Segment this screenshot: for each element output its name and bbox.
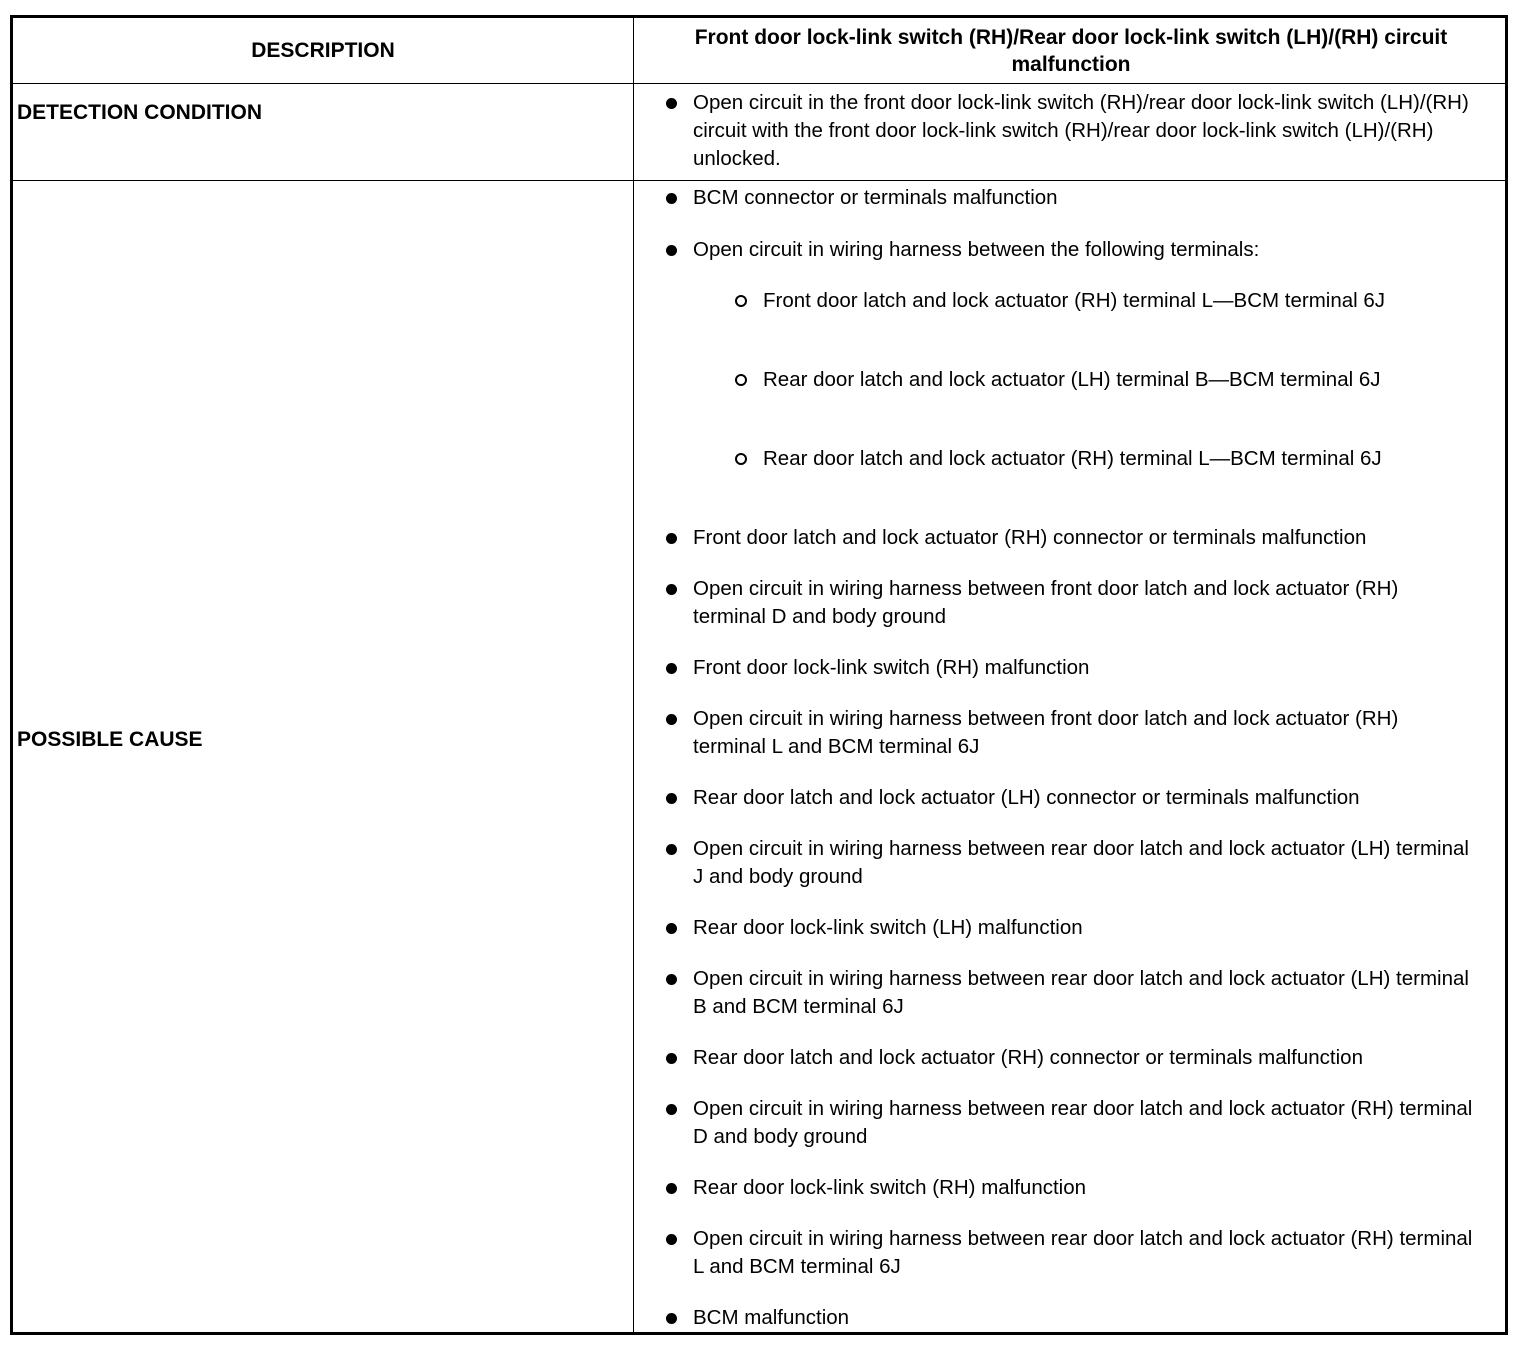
- cause-sub-item: Rear door latch and lock actuator (RH) terminal L—BCM terminal 6J: [763, 447, 1382, 470]
- bullet-icon: [666, 663, 677, 674]
- bullet-icon: [666, 245, 677, 256]
- cause-item: Rear door latch and lock actuator (RH) connector or terminals malfunction: [693, 1046, 1363, 1069]
- cause-item: Open circuit in wiring harness between rear door latch and lock actuator (LH) terminal J and body ground: [693, 837, 1469, 888]
- cause-item: Front door lock-link switch (RH) malfunction: [693, 656, 1090, 679]
- bullet-icon: [666, 974, 677, 985]
- row-divider: [13, 180, 1505, 181]
- cause-item: Open circuit in wiring harness between the following terminals:: [693, 238, 1260, 261]
- cause-item: Open circuit in wiring harness between rear door latch and lock actuator (LH) terminal B and BCM terminal 6J: [693, 967, 1469, 1018]
- bullet-icon: [666, 1313, 677, 1324]
- cause-item: Rear door latch and lock actuator (LH) connector or terminals malfunction: [693, 786, 1360, 809]
- bullet-icon: [666, 584, 677, 595]
- column-divider: [633, 18, 634, 1332]
- bullet-icon: [666, 923, 677, 934]
- bullet-icon: [666, 533, 677, 544]
- sub-bullet-icon: [735, 295, 747, 307]
- bullet-icon: [666, 1234, 677, 1245]
- sub-bullet-icon: [735, 453, 747, 465]
- row-divider: [13, 83, 1505, 84]
- bullet-icon: [666, 98, 677, 109]
- cause-item: Rear door lock-link switch (RH) malfunction: [693, 1176, 1087, 1199]
- cause-item: Rear door lock-link switch (LH) malfunction: [693, 916, 1083, 939]
- cause-item: Open circuit in wiring harness between front door latch and lock actuator (RH) terminal D and body ground: [693, 577, 1399, 628]
- cause-item: BCM malfunction: [693, 1306, 850, 1329]
- cause-item: BCM connector or terminals malfunction: [693, 186, 1058, 209]
- cause-item: Open circuit in wiring harness between rear door latch and lock actuator (RH) terminal L and BCM terminal 6J: [693, 1227, 1473, 1278]
- possible-cause-label: POSSIBLE CAUSE: [17, 728, 203, 751]
- detection-condition-label: DETECTION CONDITION: [17, 101, 262, 124]
- cause-item: Front door latch and lock actuator (RH) connector or terminals malfunction: [693, 526, 1367, 549]
- detection-item: Open circuit in the front door lock-link switch (RH)/rear door lock-link switch (LH)/(RH) circuit with the front door lock-link switch (RH)/rear door lock-link switch (LH)/(RH) unlocked.: [693, 91, 1469, 170]
- bullet-icon: [666, 1183, 677, 1194]
- description-header: DESCRIPTION: [251, 38, 395, 62]
- bullet-icon: [666, 793, 677, 804]
- bullet-icon: [666, 193, 677, 204]
- sub-bullet-icon: [735, 374, 747, 386]
- cause-sub-item: Rear door latch and lock actuator (LH) terminal B—BCM terminal 6J: [763, 368, 1381, 391]
- bullet-icon: [666, 714, 677, 725]
- cause-sub-item: Front door latch and lock actuator (RH) terminal L—BCM terminal 6J: [763, 289, 1386, 312]
- malfunction-title: Front door lock-link switch (RH)/Rear door lock-link switch (LH)/(RH) circuit malfunction: [694, 25, 1448, 76]
- cause-item: Open circuit in wiring harness between front door latch and lock actuator (RH) terminal L and BCM terminal 6J: [693, 707, 1399, 758]
- bullet-icon: [666, 1104, 677, 1115]
- bullet-icon: [666, 844, 677, 855]
- cause-item: Open circuit in wiring harness between rear door latch and lock actuator (RH) terminal D and body ground: [693, 1097, 1473, 1148]
- bullet-icon: [666, 1053, 677, 1064]
